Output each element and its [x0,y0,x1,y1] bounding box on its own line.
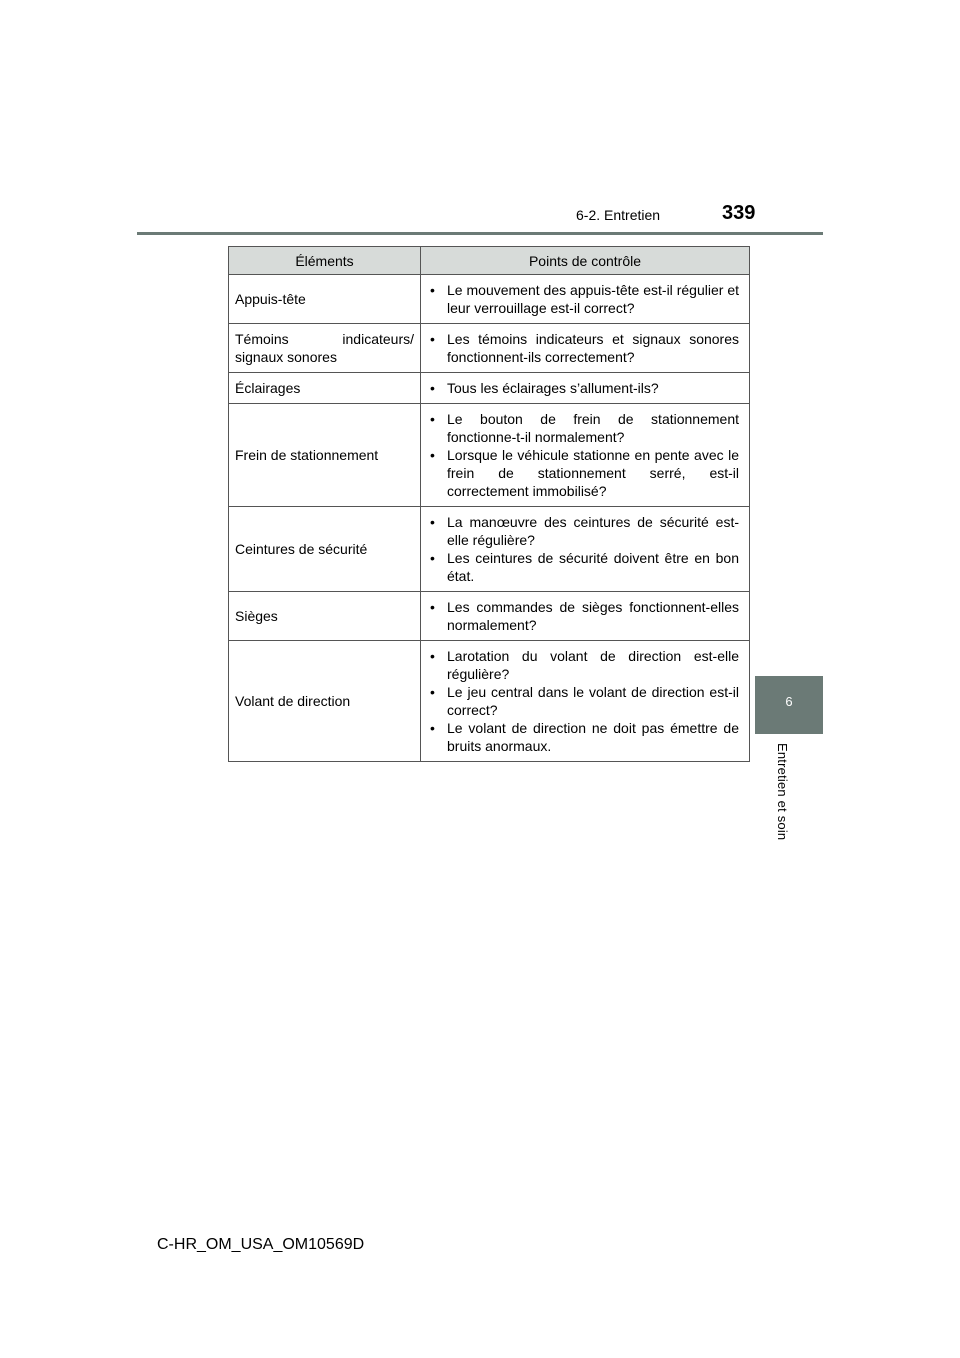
chapter-number: 6 [785,694,793,709]
element-cell: Témoins indicateurs/ signaux sonores [229,324,421,373]
check-point: • Les ceintures de sécurité doivent être en bon état. [427,549,739,585]
element-cell: Sièges [229,592,421,641]
table-row [229,641,750,762]
element-cell: Appuis-tête [229,275,421,324]
element-cell: Volant de direction [229,641,421,762]
element-cell: Éclairages [229,373,421,404]
check-point: • Larotation du volant de direction est-elle régulière? [427,647,739,683]
check-point: • Le jeu central dans le volant de direction est-il correct? [427,683,739,719]
document-code: C-HR_OM_USA_OM10569D [157,1236,365,1253]
points-cell [421,275,750,324]
header-divider [137,232,823,235]
table-row [229,275,750,324]
check-point: • Le volant de direction ne doit pas émettre de bruits anormaux. [427,719,739,755]
points-cell [421,404,750,507]
maintenance-check-table [228,246,750,762]
check-point: • Lorsque le véhicule stationne en pente avec le frein de stationnement serré, est-il correctement immobilisé? [427,446,739,500]
chapter-title: Entretien et soin [775,743,790,841]
chapter-tab [755,676,823,734]
table-row [229,324,750,373]
table-header-row [229,247,750,275]
page-number: 339 [722,202,756,224]
check-point: • Les témoins indicateurs et signaux sonores fonctionnent-ils correctement? [427,330,739,366]
check-point: • La manœuvre des ceintures de sécurité est-elle régulière? [427,513,739,549]
points-cell [421,641,750,762]
check-point: • Le bouton de frein de stationnement fonctionne-t-il normalement? [427,410,739,446]
points-cell [421,507,750,592]
section-title: 6-2. Entretien [576,207,661,223]
check-point: • Le mouvement des appuis-tête est-il régulier et leur verrouillage est-il correct? [427,281,739,317]
points-cell [421,324,750,373]
table-row [229,373,750,404]
check-point: • Tous les éclairages s’allument-ils? [427,379,739,397]
column-header-check-points: Points de contrôle [421,247,750,275]
table-row [229,404,750,507]
table-row [229,592,750,641]
element-cell: Frein de stationnement [229,404,421,507]
points-cell [421,373,750,404]
points-cell [421,592,750,641]
check-point: • Les commandes de sièges fonctionnent-elles normalement? [427,598,739,634]
table-row [229,507,750,592]
element-cell: Ceintures de sécurité [229,507,421,592]
column-header-elements: Éléments [229,247,421,275]
